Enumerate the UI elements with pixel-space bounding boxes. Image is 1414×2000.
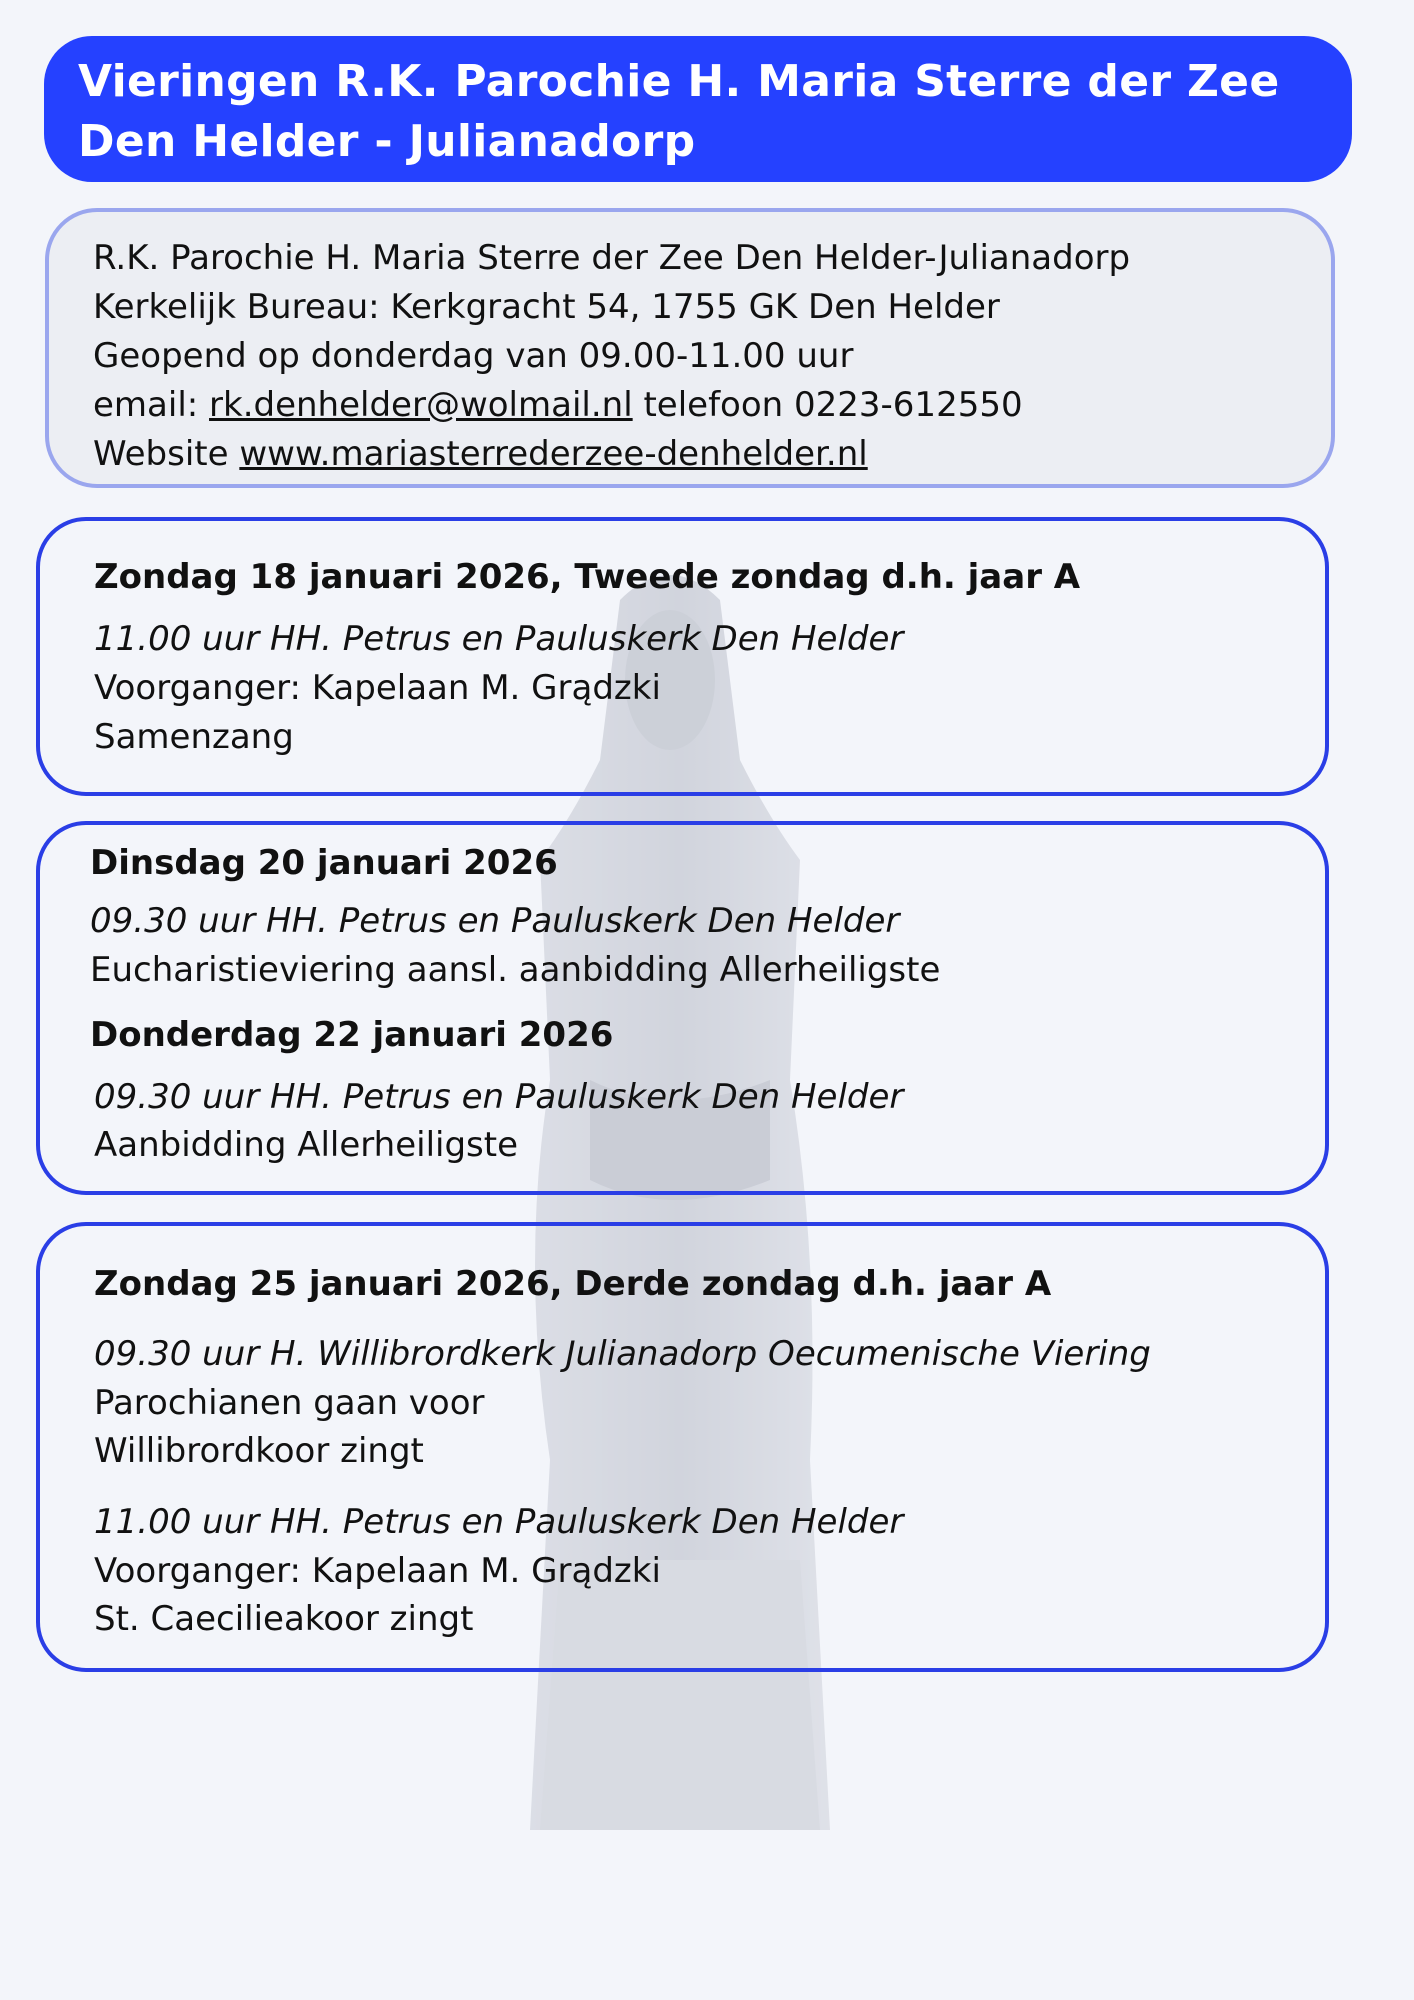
service-time-location: 11.00 uur HH. Petrus en Pauluskerk Den Helder (94, 619, 904, 659)
website-line (93, 430, 1287, 479)
service-description: Aanbidding Allerheiligste (94, 1125, 519, 1165)
office-address: Kerkelijk Bureau: Kerkgracht 54, 1755 GK Den Helder (93, 287, 1000, 327)
service-time-location: 09.30 uur H. Willibrordkerk Julianadorp Oecumenische Viering (94, 1334, 1151, 1374)
service-card-jan-20-22 (36, 821, 1329, 1195)
service-day-heading: Zondag 25 januari 2026, Derde zondag d.h. jaar A (94, 1264, 1052, 1304)
service-card-jan-18 (36, 517, 1329, 796)
email-label: email: (93, 385, 210, 425)
service-time-location: 09.30 uur HH. Petrus en Pauluskerk Den Helder (90, 901, 900, 941)
email-link[interactable]: rk.denhelder@wolmail.nl (209, 385, 633, 425)
service-celebrant: Voorganger: Kapelaan M. Grądzki (94, 1551, 661, 1591)
service-music: Willibrordkoor zingt (94, 1431, 424, 1471)
service-time-location: 09.30 uur HH. Petrus en Pauluskerk Den Helder (94, 1077, 904, 1117)
service-description: Parochianen gaan voor (94, 1383, 485, 1423)
header-title-line1: Vieringen R.K. Parochie H. Maria Sterre der Zee (78, 56, 1280, 107)
service-music: St. Caecilieakoor zingt (94, 1599, 474, 1639)
parish-name: R.K. Parochie H. Maria Sterre der Zee Den Helder-Julianadorp (93, 238, 1131, 278)
service-day-heading: Dinsdag 20 januari 2026 (90, 843, 558, 883)
service-celebrant: Voorganger: Kapelaan M. Grądzki (94, 668, 661, 708)
service-card-jan-25 (36, 1222, 1329, 1672)
service-description: Eucharistieviering aansl. aanbidding Allerheiligste (90, 950, 941, 990)
phone-text: telefoon 0223-612550 (632, 385, 1023, 425)
service-music: Samenzang (94, 717, 294, 757)
office-hours: Geopend op donderdag van 09.00-11.00 uur (93, 336, 854, 376)
page-header (44, 36, 1352, 182)
service-day-heading: Donderdag 22 januari 2026 (90, 1015, 614, 1055)
service-day-heading: Zondag 18 januari 2026, Tweede zondag d.h. jaar A (94, 557, 1081, 597)
website-label: Website (93, 434, 240, 474)
service-time-location: 11.00 uur HH. Petrus en Pauluskerk Den Helder (94, 1502, 904, 1542)
website-link[interactable]: www.mariasterrederzee-denhelder.nl (239, 434, 868, 474)
header-title-line2: Den Helder - Julianadorp (78, 116, 696, 167)
email-phone-line (93, 381, 1287, 430)
contact-info-box (45, 208, 1335, 488)
